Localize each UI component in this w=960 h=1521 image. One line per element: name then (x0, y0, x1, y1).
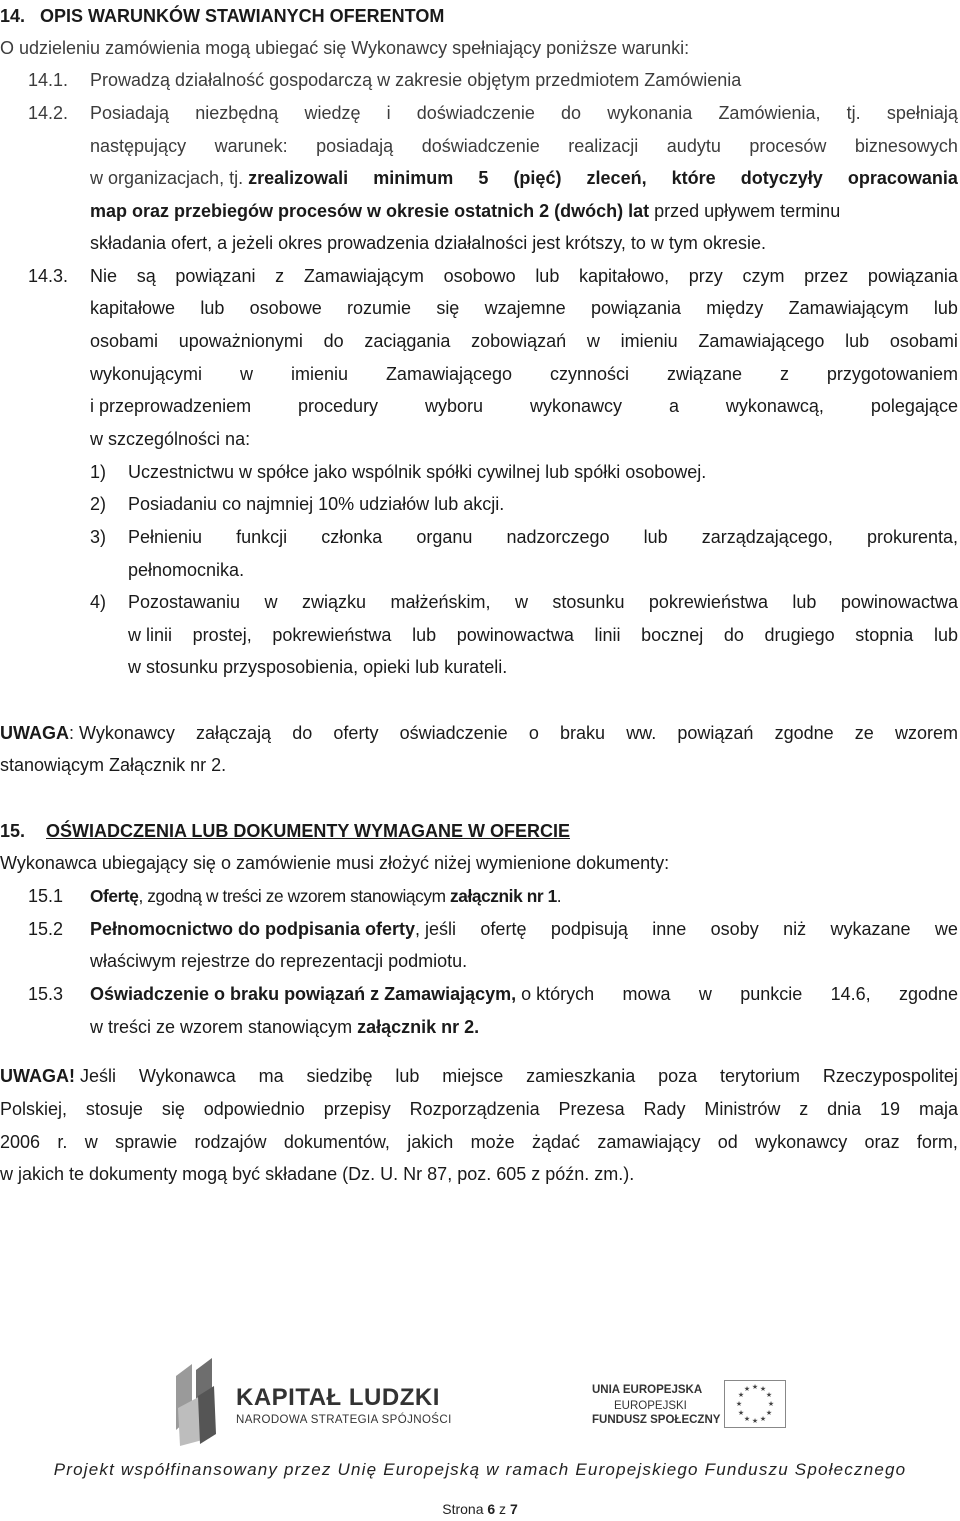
uwaga-1-label: UWAGA (0, 723, 69, 743)
point-15-3-rest (516, 978, 958, 1010)
word: w (698, 984, 712, 1004)
word: podpisują (550, 919, 628, 939)
word: Prezesa (558, 1099, 625, 1119)
word: się (161, 1099, 185, 1119)
point-14-3-line-4 (90, 358, 958, 390)
word: stosuje (85, 1099, 143, 1119)
word: Nie (90, 266, 118, 286)
point-14-3-line-6: w szczególności na: (90, 429, 251, 449)
point-14-3-line-3 (90, 325, 958, 357)
point-14-2-line-4 (90, 195, 840, 227)
uwaga-1-line-2: stanowiącym Załącznik nr 2. (0, 755, 227, 775)
word: w (264, 592, 278, 612)
word: ww. (626, 723, 657, 743)
list-item-1-text: Uczestnictwu w spółce jako wspólnik spółki cywilnej lub spółki osobowej. (128, 462, 707, 482)
kapital-ludzki-emblem-icon (168, 1356, 238, 1448)
word: zaciągania (364, 331, 451, 351)
point-15-1-bold: Ofertę (90, 886, 139, 906)
word: niezbędną (195, 103, 279, 123)
word: mowa (622, 984, 671, 1004)
word: ma (258, 1066, 284, 1086)
svg-text:★: ★ (759, 1385, 767, 1393)
word: Zamówienia, (718, 103, 821, 123)
word: jakich (407, 1132, 454, 1152)
point-14-2-line-2 (90, 130, 958, 162)
word: powiązania (590, 298, 681, 318)
word: upoważnionymi (178, 331, 303, 351)
list-item-4-number: 4) (90, 592, 107, 612)
word: prostej, (192, 625, 252, 645)
point-14-2-line-3-bold (248, 162, 958, 194)
point-14-3-line-1 (90, 260, 958, 292)
word: osobami (90, 331, 159, 351)
word: żądać (532, 1132, 581, 1152)
word: Zamawiającym (788, 298, 909, 318)
point-15-1-number: 15.1 (28, 886, 64, 906)
word: z (779, 364, 789, 384)
page-current: 6 (487, 1501, 496, 1517)
word: wykonawcą, (725, 396, 824, 416)
word: a (668, 396, 679, 416)
uwaga-1-text (69, 717, 958, 749)
word: osobowo (443, 266, 516, 286)
word: spełniają (886, 103, 958, 123)
word: Zamawiającym (303, 266, 424, 286)
word: z (799, 1099, 809, 1119)
eu-line-3: FUNDUSZ SPOŁECZNY (592, 1414, 721, 1426)
section-14-title: OPIS WARUNKÓW STAWIANYCH OFERENTOM (40, 6, 445, 26)
word: wzajemne (484, 298, 566, 318)
word: powiązań (677, 723, 754, 743)
point-15-1-end: . (556, 886, 562, 906)
word: punkcie (740, 984, 803, 1004)
word: 14.6, (830, 984, 871, 1004)
point-15-2-bold: Pełnomocnictwo do podpisania oferty (90, 919, 416, 939)
word: sprawie (115, 1132, 178, 1152)
word: dokumentów, (283, 1132, 390, 1152)
word: rodzajów (194, 1132, 267, 1152)
word: pokrewieństwa (648, 592, 768, 612)
point-14-3-line-5 (90, 390, 958, 422)
point-15-2-line-1 (90, 913, 958, 945)
word: terytorium (719, 1066, 800, 1086)
svg-text:★: ★ (743, 1415, 751, 1423)
word: wykonawcy (755, 1132, 848, 1152)
word: zleceń, (586, 168, 647, 188)
svg-text:★: ★ (765, 1409, 773, 1417)
section-14-intro: O udzieleniu zamówienia mogą ubiegać się Wykonawcy spełniający poniższe warunki: (0, 38, 690, 58)
word: i przeprowadzeniem (90, 396, 252, 416)
point-14-3-number: 14.3. (28, 266, 69, 286)
word: Rozporządzenia (409, 1099, 540, 1119)
word: zrealizowali (248, 168, 349, 188)
word: lub (535, 266, 560, 286)
word: (pięć) (513, 168, 562, 188)
word: w (514, 592, 528, 612)
word: ze (854, 723, 874, 743)
word: czynności (549, 364, 629, 384)
point-14-2-line-1 (90, 97, 958, 129)
word: lub (412, 625, 437, 645)
word: osoby (710, 919, 759, 939)
uwaga-2-line-2 (0, 1093, 958, 1125)
word: lub (933, 625, 958, 645)
page-prefix: Strona (442, 1501, 488, 1517)
word: maja (918, 1099, 958, 1119)
word: linii (594, 625, 621, 645)
word: Zamawiającego (698, 331, 825, 351)
word: lub (643, 527, 668, 547)
word: r. (57, 1132, 68, 1152)
word: związku (301, 592, 367, 612)
word: poza (658, 1066, 698, 1086)
word: kapitałowo, (579, 266, 670, 286)
word: organu (416, 527, 473, 547)
uwaga-1-line-1 (0, 717, 958, 749)
word: funkcji (236, 527, 288, 547)
word: Rady (643, 1099, 686, 1119)
svg-text:★: ★ (767, 1400, 775, 1408)
svg-text:★: ★ (751, 1417, 759, 1425)
word: zarządzającego, (701, 527, 833, 547)
word: siedzibę (306, 1066, 373, 1086)
word: stopnia (855, 625, 914, 645)
word: dnia (827, 1099, 862, 1119)
point-15-1-text (90, 880, 561, 912)
word: od (717, 1132, 738, 1152)
svg-text:★: ★ (735, 1400, 743, 1408)
word: lub (200, 298, 225, 318)
point-15-3-number: 15.3 (28, 984, 64, 1004)
word: nadzorczego (506, 527, 610, 547)
word: polegające (870, 396, 958, 416)
point-15-3-line-2-text: w treści ze wzorem stanowiącym (90, 1017, 358, 1037)
word: do (323, 331, 344, 351)
section-15-intro: Wykonawca ubiegający się o zamówienie musi złożyć niżej wymienione dokumenty: (0, 853, 670, 873)
word: realizacji (568, 136, 639, 156)
word: imieniu (290, 364, 348, 384)
word: niż (783, 919, 807, 939)
word: procesów (749, 136, 827, 156)
word: lub (845, 331, 870, 351)
word: zamieszkania (526, 1066, 636, 1086)
word: czym (742, 266, 785, 286)
word: powiązani (175, 266, 256, 286)
list-item-4-line-2 (128, 619, 958, 651)
word: między (706, 298, 764, 318)
word: do (723, 625, 744, 645)
word: oraz (864, 1132, 900, 1152)
point-15-2-line-2: właściwym rejestrze do reprezentacji podmiotu. (90, 951, 468, 971)
word: wykonującymi (90, 364, 203, 384)
svg-text:★: ★ (751, 1383, 759, 1391)
word: oświadczenie (399, 723, 508, 743)
word: zgodne (774, 723, 834, 743)
point-15-3-line-1 (90, 978, 958, 1010)
point-14-1-text: Prowadzą działalność gospodarczą w zakresie objętym przedmiotem Zamówienia (90, 70, 742, 90)
word: form, (916, 1132, 958, 1152)
section-15-number: 15. (0, 821, 26, 841)
word: i (386, 103, 391, 123)
word: 19 (880, 1099, 901, 1119)
word: wiedzę (304, 103, 361, 123)
word: miejsce (442, 1066, 504, 1086)
list-item-4-line-3: w stosunku przysposobienia, opieki lub kurateli. (128, 657, 508, 677)
word: audytu (666, 136, 721, 156)
uwaga-2-line-4: w jakich te dokumenty mogą być składane (Dz. U. Nr 87, poz. 605 z późn. zm.). (0, 1164, 635, 1184)
word: 2006 (0, 1132, 41, 1152)
word: tj. (846, 103, 861, 123)
svg-text:★: ★ (737, 1391, 745, 1399)
word: stosunku (552, 592, 625, 612)
word: w (240, 364, 253, 384)
word: może (470, 1132, 515, 1152)
uwaga-2-line-3 (0, 1126, 958, 1158)
word: małżeńskim, (390, 592, 491, 612)
point-15-1-attachment: załącznik nr 1 (450, 886, 557, 906)
word: warunek: (214, 136, 288, 156)
word: doświadczenie (421, 136, 540, 156)
word: w (586, 331, 600, 351)
svg-text:★: ★ (759, 1415, 767, 1423)
point-14-2-line-5: składania ofert, a jeżeli okres prowadzenia działalności jest krótszy, to w tym okresie. (90, 233, 766, 253)
word: pokrewieństwa (272, 625, 392, 645)
word: przy (688, 266, 723, 286)
word: Rzeczypospolitej (822, 1066, 958, 1086)
word: lub (933, 298, 958, 318)
page-separator: z (495, 1501, 510, 1517)
word: w (84, 1132, 98, 1152)
word: zgodne (898, 984, 958, 1004)
eu-line-1: UNIA EUROPEJSKA (592, 1384, 703, 1396)
list-item-1-number: 1) (90, 462, 107, 482)
point-14-2-line-4-bold: map oraz przebiegów procesów w okresie ostatnich 2 (dwóch) lat (90, 201, 650, 221)
word: lub (792, 592, 817, 612)
point-15-3-bold: Oświadczenie o braku powiązań z Zamawiającym, (90, 984, 517, 1004)
word: we (934, 919, 958, 939)
word: : Wykonawcy (69, 723, 175, 743)
list-item-3-line-1 (128, 521, 958, 553)
word: wykonania (607, 103, 693, 123)
kapital-ludzki-title: KAPITAŁ LUDZKI (236, 1384, 440, 1411)
word: w linii (128, 625, 173, 645)
word: członka (321, 527, 383, 547)
kapital-ludzki-logo (168, 1356, 452, 1448)
word: braku (560, 723, 606, 743)
word: minimum (373, 168, 454, 188)
word: osobowe (249, 298, 322, 318)
list-item-2-number: 2) (90, 494, 107, 514)
word: z (275, 266, 285, 286)
word: oferty (333, 723, 379, 743)
section-15-title: OŚWIADCZENIA LUB DOKUMENTY WYMAGANE W OFERCIE (46, 821, 570, 841)
uwaga-2-text (75, 1060, 958, 1092)
uwaga-2-line-1 (0, 1060, 958, 1092)
page-total: 7 (509, 1501, 518, 1517)
word: o których (516, 984, 595, 1004)
word: przez (804, 266, 849, 286)
word: Jeśli (75, 1066, 117, 1086)
section-14-number: 14. (0, 6, 26, 26)
word: załączają (196, 723, 272, 743)
word: które (671, 168, 716, 188)
word: wykazane (830, 919, 911, 939)
word: bocznej (641, 625, 704, 645)
word: powiązania (867, 266, 958, 286)
word: rozumie (347, 298, 412, 318)
svg-text:★: ★ (743, 1385, 751, 1393)
kapital-ludzki-subtitle: NARODOWA STRATEGIA SPÓJNOŚCI (236, 1414, 452, 1426)
list-item-2-text: Posiadaniu co najmniej 10% udziałów lub akcji. (128, 494, 505, 514)
uwaga-2-label: UWAGA! (0, 1066, 75, 1086)
word: następujący (90, 136, 187, 156)
point-14-2-line-3-text: w organizacjach, tj. (90, 168, 249, 188)
point-14-3-line-2 (90, 292, 958, 324)
page-number (0, 1501, 960, 1517)
point-15-3-attachment: załącznik nr 2. (357, 1017, 480, 1037)
point-14-2-number: 14.2. (28, 103, 69, 123)
word: powinowactwa (456, 625, 574, 645)
word: drugiego (764, 625, 835, 645)
word: wyboru (425, 396, 484, 416)
point-14-2-line-3 (90, 162, 958, 194)
point-15-2-number: 15.2 (28, 919, 64, 939)
word: są (136, 266, 156, 286)
word: przygotowaniem (826, 364, 958, 384)
word: posiadają (316, 136, 394, 156)
svg-text:★: ★ (737, 1409, 745, 1417)
word: lub (395, 1066, 420, 1086)
list-item-3-line-2: pełnomocnika. (128, 560, 245, 580)
word: kapitałowe (90, 298, 176, 318)
word: 5 (478, 168, 489, 188)
word: ofertę (480, 919, 527, 939)
eu-line-2: EUROPEJSKI (614, 1400, 687, 1412)
svg-text:★: ★ (765, 1391, 773, 1399)
word: Polskiej, (0, 1099, 68, 1119)
word: Zamawiającego (385, 364, 512, 384)
word: przepisy (323, 1099, 391, 1119)
word: dotyczyły (740, 168, 823, 188)
word: Posiadają (90, 103, 170, 123)
word: do (292, 723, 313, 743)
point-15-3-line-2 (90, 1011, 479, 1043)
word: zobowiązań (471, 331, 567, 351)
word: Pozostawaniu (128, 592, 241, 612)
eu-fund-logo (590, 1380, 790, 1440)
point-15-1-middle: , zgodną w treści ze wzorem stanowiącym (138, 886, 451, 906)
word: związane (666, 364, 742, 384)
footer-cofinancing-note: Projekt współfinansowany przez Unię Europejską w ramach Europejskiego Funduszu Społecznego (53, 1460, 907, 1479)
word: powinowactwa (840, 592, 958, 612)
point-14-2-line-4-text: przed upływem terminu (649, 201, 841, 221)
word: inne (652, 919, 687, 939)
word: imieniu (620, 331, 678, 351)
list-item-3-number: 3) (90, 527, 107, 547)
eu-flag-icon (724, 1380, 786, 1428)
point-14-1-number: 14.1. (28, 70, 69, 90)
word: wykonawcy (529, 396, 622, 416)
word: o (528, 723, 539, 743)
word: Wykonawca (138, 1066, 236, 1086)
word: opracowania (847, 168, 958, 188)
word: do (561, 103, 582, 123)
word: osobami (889, 331, 958, 351)
word: prokurenta, (866, 527, 958, 547)
word: doświadczenie (416, 103, 535, 123)
word: Ministrów (704, 1099, 781, 1119)
word: procedury (298, 396, 379, 416)
word: odpowiednio (203, 1099, 305, 1119)
point-15-2-rest (415, 913, 958, 945)
word: Pełnieniu (128, 527, 203, 547)
word: , jeśli (415, 919, 457, 939)
list-item-4-line-1 (128, 586, 958, 618)
word: się (436, 298, 460, 318)
word: wzorem (894, 723, 958, 743)
word: zamawiający (597, 1132, 701, 1152)
word: biznesowych (854, 136, 958, 156)
